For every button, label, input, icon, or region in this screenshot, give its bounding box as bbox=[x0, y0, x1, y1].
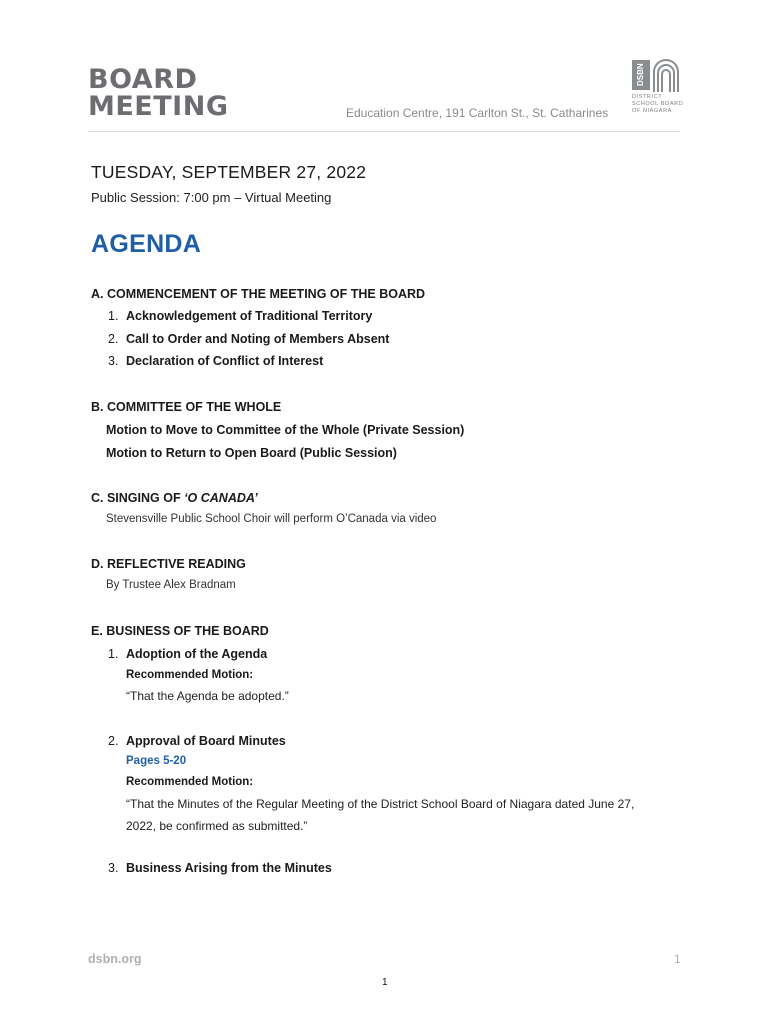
section-a-item-number: 1. bbox=[108, 309, 119, 323]
section-e-item: Adoption of the Agenda bbox=[126, 647, 268, 661]
page-number: 1 bbox=[382, 977, 388, 988]
section-c-title bbox=[91, 491, 258, 505]
board-meeting-title bbox=[88, 66, 228, 120]
title-line-meeting: MEETING bbox=[88, 91, 229, 122]
logo-text-school-board: SCHOOL BOARD bbox=[632, 101, 684, 107]
section-c-title-prefix: C. SINGING OF bbox=[91, 491, 185, 505]
section-e-item-number: 3. bbox=[108, 861, 119, 875]
agenda-heading: AGENDA bbox=[91, 230, 202, 258]
section-e-item-number: 2. bbox=[108, 734, 119, 748]
recommended-motion-text: “That the Minutes of the Regular Meeting of the District School Board of Niagara dated June 27, bbox=[126, 797, 635, 811]
section-e-title: E. BUSINESS OF THE BOARD bbox=[91, 624, 269, 638]
section-e-item-number: 1. bbox=[108, 647, 119, 661]
pages-reference: Pages 5-20 bbox=[126, 755, 187, 767]
recommended-motion-text: 2022, be confirmed as submitted.” bbox=[126, 819, 308, 833]
motion-return-open-board: Motion to Return to Open Board (Public Session) bbox=[106, 446, 397, 460]
motion-committee-of-whole: Motion to Move to Committee of the Whole (Private Session) bbox=[106, 423, 465, 437]
footer-site: dsbn.org bbox=[88, 952, 142, 966]
section-a-item-number: 3. bbox=[108, 354, 119, 368]
recommended-motion-label: Recommended Motion: bbox=[126, 669, 254, 681]
footer-page-number: 1 bbox=[674, 952, 681, 966]
title-line-board: BOARD bbox=[88, 64, 198, 95]
section-d-title: D. REFLECTIVE READING bbox=[91, 557, 246, 571]
recommended-motion-text: “That the Agenda be adopted.” bbox=[126, 689, 289, 703]
recommended-motion-label: Recommended Motion: bbox=[126, 776, 254, 788]
dsbn-logo bbox=[630, 58, 684, 120]
logo-text-of-niagara: OF NIAGARA bbox=[632, 108, 672, 114]
section-a-item: Call to Order and Noting of Members Absent bbox=[126, 332, 390, 346]
section-d-note: By Trustee Alex Bradnam bbox=[106, 579, 236, 591]
section-e-item: Approval of Board Minutes bbox=[126, 734, 286, 748]
section-c-title-song: ‘O CANADA’ bbox=[184, 491, 258, 505]
section-e-item: Business Arising from the Minutes bbox=[126, 861, 332, 875]
section-b-title: B. COMMITTEE OF THE WHOLE bbox=[91, 400, 282, 414]
arch-icon bbox=[652, 58, 682, 92]
section-a-item: Declaration of Conflict of Interest bbox=[126, 354, 324, 368]
logo-text-district: DISTRICT bbox=[632, 94, 663, 100]
dsbn-logo-wordmark bbox=[632, 94, 683, 115]
section-a-item: Acknowledgement of Traditional Territory bbox=[126, 309, 373, 323]
section-a-item-number: 2. bbox=[108, 332, 119, 346]
section-a-title: A. COMMENCEMENT OF THE MEETING OF THE BOARD bbox=[91, 287, 426, 301]
header-divider bbox=[88, 131, 680, 132]
dsbn-logo-mark-text: DSBN bbox=[636, 63, 645, 87]
meeting-date: TUESDAY, SEPTEMBER 27, 2022 bbox=[91, 162, 367, 182]
session-info: Public Session: 7:00 pm – Virtual Meeting bbox=[91, 190, 332, 205]
meeting-location: Education Centre, 191 Carlton St., St. Catharines bbox=[346, 106, 609, 120]
section-c-note: Stevensville Public School Choir will perform O’Canada via video bbox=[106, 513, 437, 525]
dsbn-logo-mark bbox=[632, 60, 650, 90]
